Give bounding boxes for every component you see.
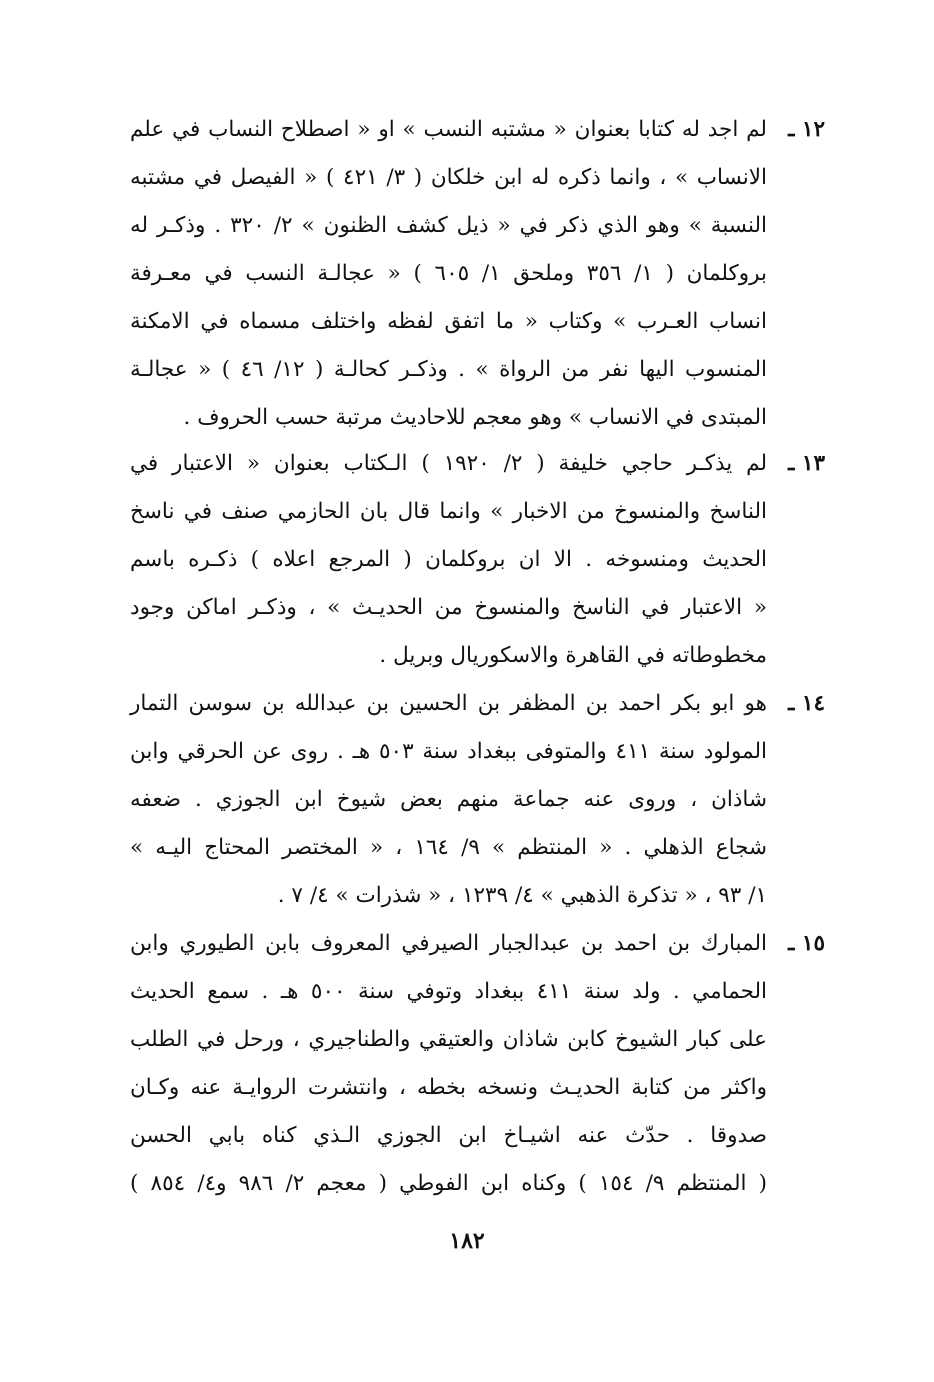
note-line — [130, 584, 825, 632]
note-line — [130, 1016, 825, 1064]
note-line — [130, 728, 825, 776]
note-line — [130, 346, 825, 394]
note-line — [130, 632, 825, 680]
note-number: ١٤ ـ — [788, 691, 825, 716]
note-text: انساب العـرب » وكتاب « ما اتفق لفظه واختلف مسماه في الامكنة — [130, 309, 767, 334]
note-line — [130, 154, 825, 202]
note-number: ١٣ ـ — [788, 451, 825, 476]
footnote-13 — [130, 440, 825, 680]
footnote-14 — [130, 680, 825, 920]
note-line — [130, 536, 825, 584]
note-line — [130, 920, 825, 968]
note-line — [130, 488, 825, 536]
footnote-15 — [130, 920, 825, 1208]
note-text: المبارك بن احمد بن عبدالجبار الصيرفي المعروف بابن الطيوري وابن — [130, 931, 767, 956]
note-line — [130, 202, 825, 250]
note-number: ١٥ ـ — [788, 931, 825, 956]
note-text: شاذان ، وروى عنه جماعة منهم بعض شيوخ ابن الجوزي . ضعفه — [130, 787, 767, 812]
footnote-12 — [130, 106, 825, 442]
note-line — [130, 394, 825, 442]
note-line — [130, 872, 825, 920]
note-text: على كبار الشيوخ كابن شاذان والعتيقي والطناجيري ، ورحل في الطلب — [130, 1027, 767, 1052]
note-line — [130, 824, 825, 872]
note-text: صدوقا . حدّث عنه اشيـاخ ابن الجوزي الـذي كناه بابي الحسن — [130, 1123, 767, 1148]
note-line — [130, 968, 825, 1016]
note-text: شجاع الذهلي . « المنتظم » ٩/ ١٦٤ ، « المختصر المحتاج اليـه » — [130, 835, 768, 860]
note-text: ( المنتظم ٩/ ١٥٤ ) وكناه ابن الفوطي ( معجم ٢/ ٩٨٦ و٤/ ٨٥٤ ) — [130, 1171, 768, 1196]
note-text: النسبة » وهو الذي ذكر في « ذيل كشف الظنون » ٢/ ٣٢٠ . وذكـر له — [130, 213, 767, 238]
note-line — [130, 440, 825, 488]
note-line — [130, 106, 825, 154]
note-text: الناسخ والمنسوخ من الاخبار » وانما قال بان الحازمي صنف في ناسخ — [130, 499, 767, 524]
page-number: ١٨٢ — [449, 1228, 485, 1254]
note-text: ١/ ٩٣ ، « تذكرة الذهبي » ٤/ ١٢٣٩ ، « شذرات » ٤/ ٧ . — [277, 883, 767, 908]
note-text: المنسوب اليها نفر من الرواة » . وذكـر كحالـة ( ١٢/ ٤٦ ) « عجالـة — [130, 357, 768, 382]
note-line — [130, 298, 825, 346]
note-text: « الاعتبار في الناسخ والمنسوخ من الحديـث » ، وذكـر اماكن وجود — [130, 595, 767, 620]
note-text: مخطوطاته في القاهرة والاسكوريال وبريل . — [379, 643, 767, 668]
note-line — [130, 250, 825, 298]
note-line — [130, 776, 825, 824]
note-text: الانساب » ، وانما ذكره له ابن خلكان ( ٣/ ٤٢١ ) « الفيصل في مشتبه — [130, 165, 767, 190]
note-text: المبتدى في الانساب » وهو معجم للاحاديث مرتبة حسب الحروف . — [183, 405, 767, 430]
note-text: لم اجد له كتابا بعنوان « مشتبه النسب » او « اصطلاح النساب في علم — [130, 117, 767, 142]
note-line — [130, 1112, 825, 1160]
note-line — [130, 1160, 825, 1208]
note-line — [130, 680, 825, 728]
note-text: الحمامي . ولد سنة ٤١١ ببغداد وتوفي سنة ٥٠٠ هـ . سمع الحديث — [130, 979, 767, 1004]
note-line — [130, 1064, 825, 1112]
note-text: لم يذكـر حاجي خليفة ( ٢/ ١٩٢٠ ) الـكتاب بعنوان « الاعتبار في — [130, 451, 768, 476]
note-text: المولود سنة ٤١١ والمتوفى ببغداد سنة ٥٠٣ هـ . روى عن الحرقي وابن — [130, 739, 768, 764]
note-text: واكثر من كتابة الحديـث ونسخه بخطه ، وانتشرت الروايـة عنه وكـان — [130, 1075, 767, 1100]
note-number: ١٢ ـ — [788, 117, 825, 142]
note-text: هو ابو بكر احمد بن المظفر بن الحسين بن عبدالله بن سوسن التمار — [130, 691, 767, 716]
note-text: الحديث ومنسوخه . الا ان بروكلمان ( المرجع اعلاه ) ذكـره باسم — [130, 547, 767, 572]
note-text: بروكلمان ( ١/ ٣٥٦ وملحق ١/ ٦٠٥ ) « عجالـة النسب في معـرفة — [130, 261, 767, 286]
